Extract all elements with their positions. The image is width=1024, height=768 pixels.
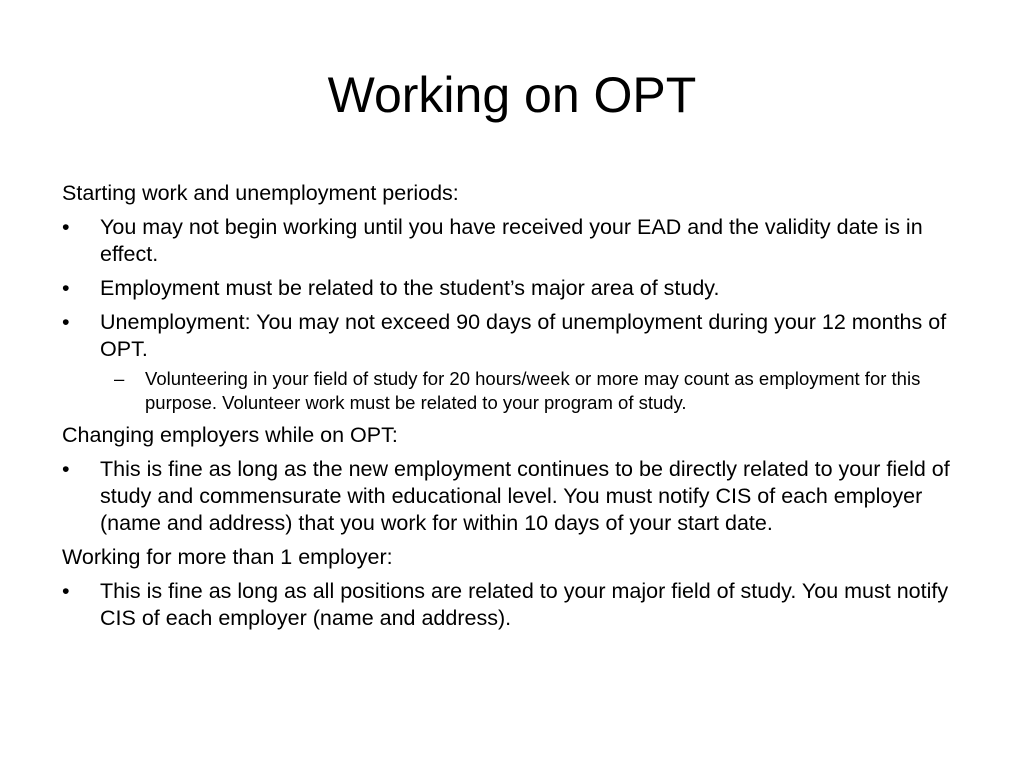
dash-icon: – bbox=[114, 368, 125, 389]
bullet-dot-icon: • bbox=[62, 579, 70, 603]
section-heading-changing: Changing employers while on OPT: bbox=[62, 423, 398, 447]
bullet-text: This is fine as long as the new employment continues to be directly related to your field of study and commensurate with educational level. You must notify CIS of each employer (name and address) that you work for within 10 days of your start date. bbox=[100, 457, 950, 535]
sub-bullet-text: Volunteering in your field of study for 20 hours/week or more may count as employment for this purpose. Volunteer work must be related to your program of study. bbox=[145, 368, 921, 413]
bullet-dot-icon: • bbox=[62, 310, 70, 334]
bullet-dot-icon: • bbox=[62, 276, 70, 300]
bullet-text: This is fine as long as all positions are related to your major field of study. You must notify CIS of each employer (name and address). bbox=[100, 579, 949, 630]
bullet-item bbox=[62, 214, 982, 268]
bullet-item bbox=[62, 578, 982, 632]
bullet-item bbox=[62, 275, 982, 302]
bullet-text: You may not begin working until you have received your EAD and the validity date is in effect. bbox=[100, 215, 923, 266]
section-heading-starting: Starting work and unemployment periods: bbox=[62, 181, 459, 205]
bullet-dot-icon: • bbox=[62, 457, 70, 481]
bullet-item bbox=[62, 456, 982, 537]
bullet-dot-icon: • bbox=[62, 215, 70, 239]
bullet-item bbox=[62, 309, 982, 363]
slide-body bbox=[62, 180, 982, 639]
bullet-text: Unemployment: You may not exceed 90 days of unemployment during your 12 months of OPT. bbox=[100, 310, 947, 361]
section-heading-multiple: Working for more than 1 employer: bbox=[62, 545, 393, 569]
slide-title: Working on OPT bbox=[327, 67, 697, 123]
sub-bullet-item bbox=[62, 367, 982, 415]
bullet-text: Employment must be related to the student’s major area of study. bbox=[100, 276, 720, 300]
